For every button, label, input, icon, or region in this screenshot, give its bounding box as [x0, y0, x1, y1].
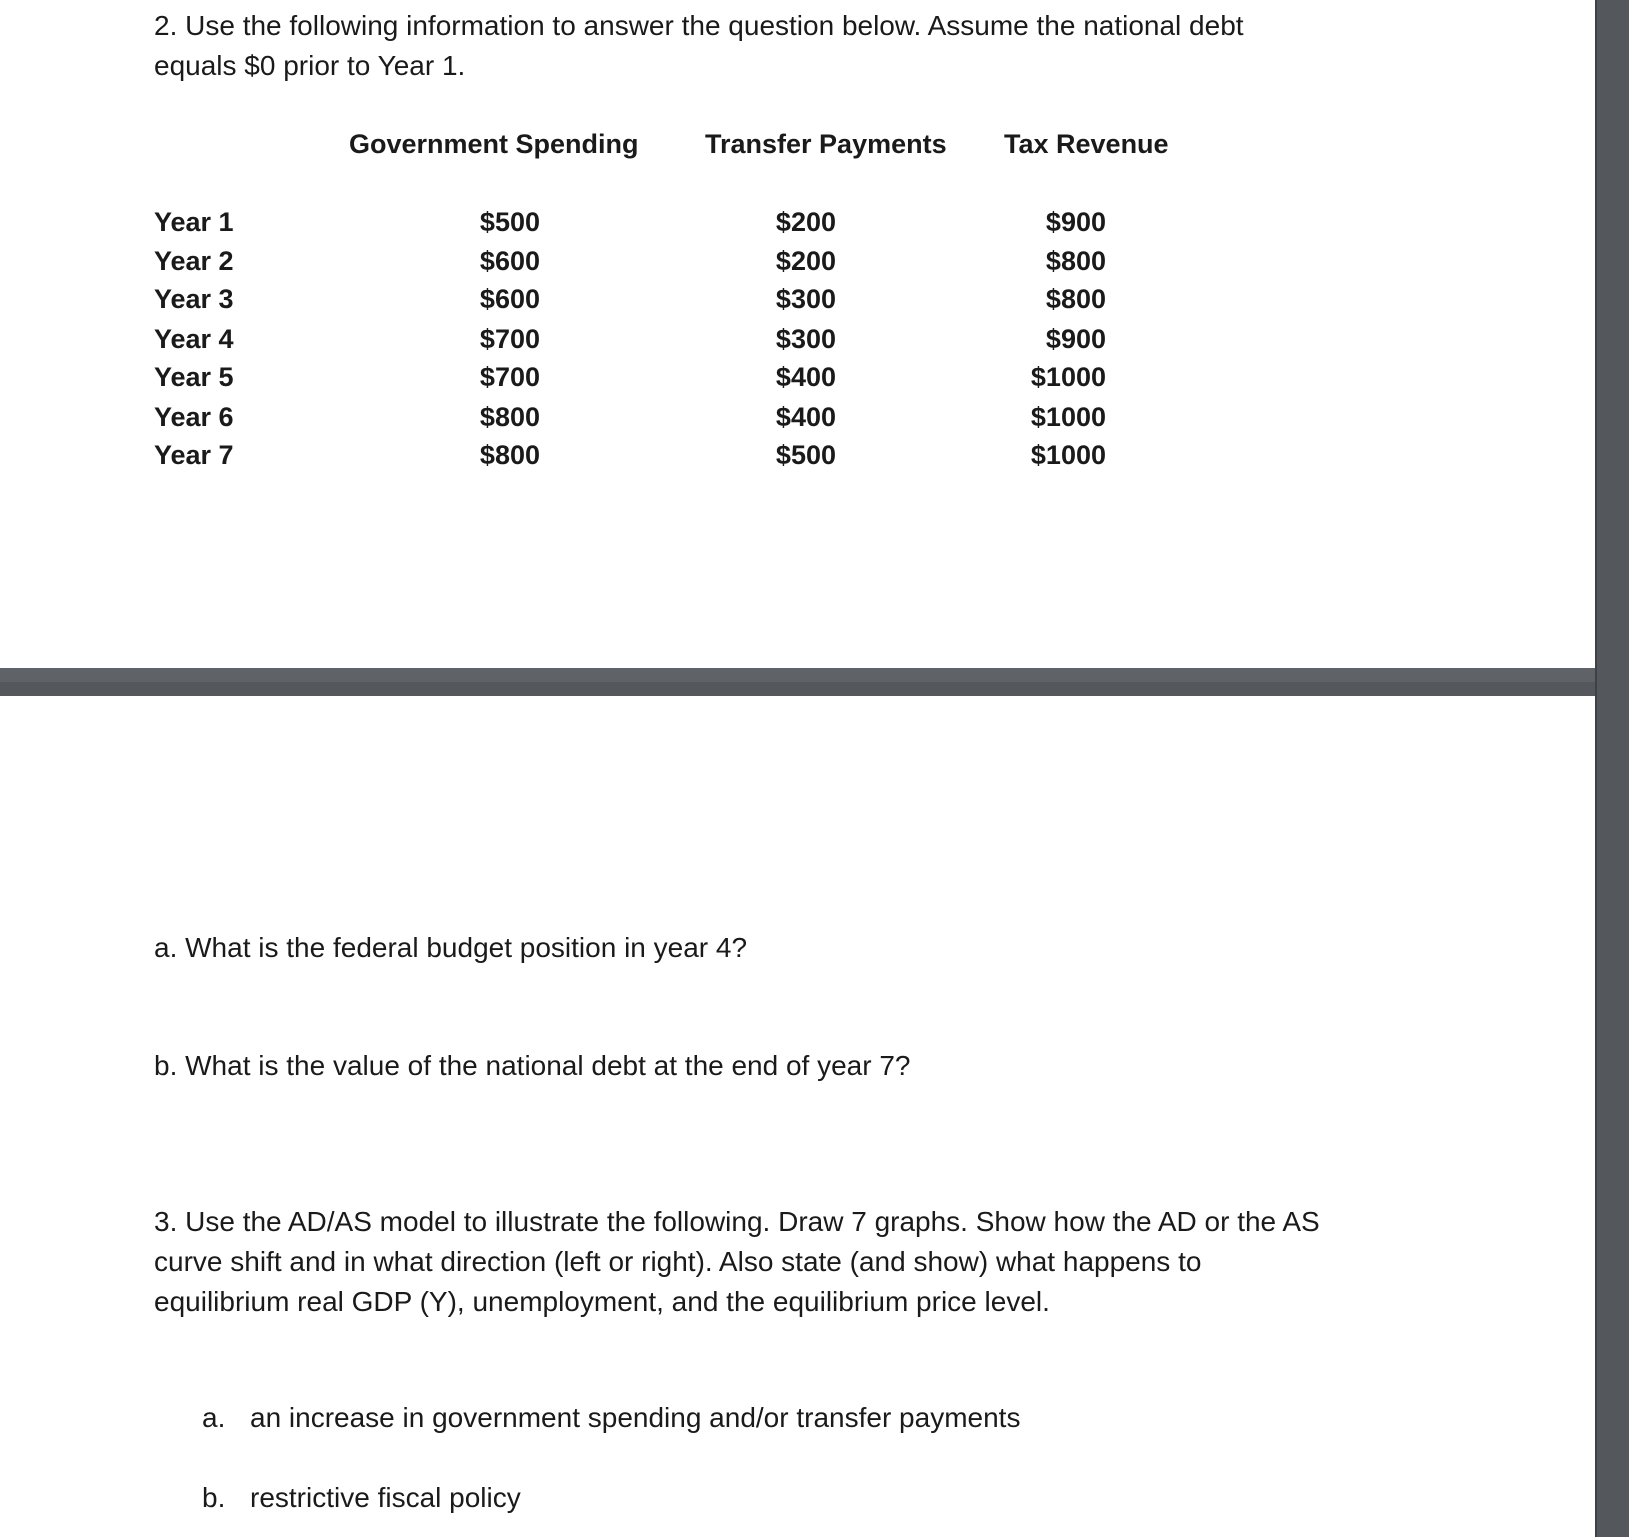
cell-transfer-payments: $300 [775, 324, 836, 354]
cell-transfer-payments: $400 [775, 362, 836, 392]
cell-government-spending: $700 [479, 324, 540, 354]
header-transfer-payments: Transfer Payments [705, 129, 947, 159]
cell-government-spending: $500 [479, 207, 540, 237]
cell-tax-revenue: $800 [1045, 246, 1106, 276]
header-government-spending: Government Spending [349, 129, 639, 159]
cell-tax-revenue: $1000 [1030, 362, 1106, 392]
question-3-line-3: equilibrium real GDP (Y), unemployment, and the equilibrium price level. [154, 1286, 1050, 1317]
viewer-right-edge-border [1595, 0, 1597, 1537]
list-item-text: an increase in government spending and/or transfer payments [250, 1402, 1021, 1433]
page-gutter [0, 668, 1629, 696]
list-item-marker: a. [202, 1402, 226, 1433]
page-1 [0, 0, 1595, 668]
question-2-part-a: a. What is the federal budget position in year 4? [154, 932, 748, 963]
cell-tax-revenue: $800 [1045, 284, 1106, 314]
row-year-label: Year 6 [154, 402, 234, 432]
list-item-marker: b. [202, 1482, 226, 1513]
cell-government-spending: $600 [479, 284, 540, 314]
cell-transfer-payments: $200 [775, 207, 836, 237]
list-item-text: restrictive fiscal policy [250, 1482, 521, 1513]
row-year-label: Year 2 [154, 246, 234, 276]
question-3-line-1: 3. Use the AD/AS model to illustrate the following. Draw 7 graphs. Show how the AD or the AS [154, 1206, 1320, 1237]
cell-tax-revenue: $900 [1045, 207, 1106, 237]
question-2-intro-line-2: equals $0 prior to Year 1. [154, 50, 466, 81]
row-year-label: Year 3 [154, 284, 234, 314]
cell-government-spending: $800 [479, 402, 540, 432]
question-2-part-b: b. What is the value of the national debt at the end of year 7? [154, 1050, 911, 1081]
page-2 [0, 696, 1595, 1537]
page-gutter-shade [0, 668, 1629, 682]
cell-tax-revenue: $1000 [1030, 440, 1106, 470]
cell-tax-revenue: $900 [1045, 324, 1106, 354]
cell-transfer-payments: $500 [775, 440, 836, 470]
cell-government-spending: $800 [479, 440, 540, 470]
question-2-intro-line-1: 2. Use the following information to answer the question below. Assume the national debt [154, 10, 1244, 41]
cell-government-spending: $600 [479, 246, 540, 276]
cell-transfer-payments: $400 [775, 402, 836, 432]
header-tax-revenue: Tax Revenue [1004, 129, 1169, 159]
cell-government-spending: $700 [479, 362, 540, 392]
cell-transfer-payments: $200 [775, 246, 836, 276]
viewer-right-edge [1595, 0, 1629, 1537]
row-year-label: Year 7 [154, 440, 234, 470]
row-year-label: Year 5 [154, 362, 234, 392]
cell-tax-revenue: $1000 [1030, 402, 1106, 432]
row-year-label: Year 4 [154, 324, 234, 354]
cell-transfer-payments: $300 [775, 284, 836, 314]
question-3-line-2: curve shift and in what direction (left or right). Also state (and show) what happens to [154, 1246, 1202, 1277]
row-year-label: Year 1 [154, 207, 234, 237]
